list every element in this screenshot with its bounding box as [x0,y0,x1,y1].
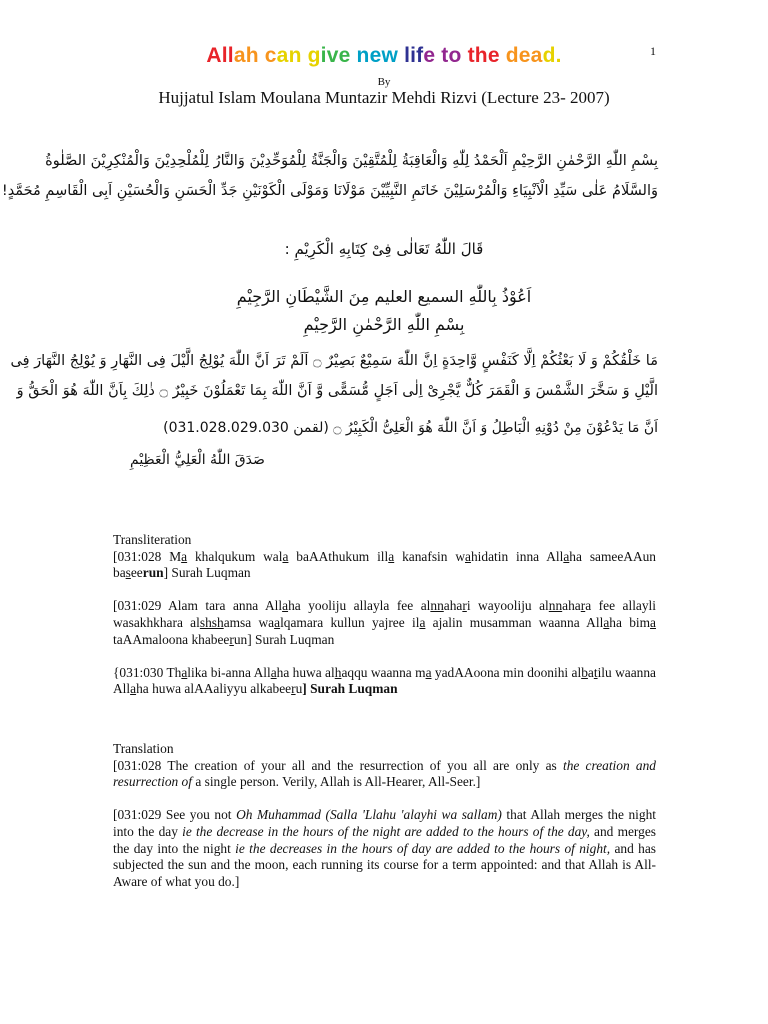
title-char: d [505,44,519,67]
transliteration-part: b [581,664,588,680]
transliteration-part: nn [548,598,563,614]
transliteration-part: a [419,614,426,630]
transliteration-part: a [425,664,432,680]
title-char: f [416,44,424,67]
title-char: h [245,44,259,67]
arabic-verse-reference: (لقمن 031.028.029.030) [163,420,329,436]
transliteration-part: ] Surah Luqman [247,631,335,647]
title-char: n [288,44,302,67]
transliteration-part: ha sameeAAun ba [113,548,657,581]
title-char: a [530,44,543,67]
transliteration-part: a [587,664,594,680]
author-line: Hujjatul Islam Moulana Muntazir Mehdi Rizvi (Lecture 23- 2007) [158,88,610,107]
page-number: 1 [650,44,656,58]
translation-p1-ref: [031:028 [113,757,162,773]
page-title [0,44,768,68]
title-char: a [276,44,289,67]
transliteration-part: a [388,548,395,564]
title-char: e [338,44,351,67]
transliteration-part: a fee allayli wasakhkhara al [113,598,656,630]
title-char: A [206,44,222,67]
transliteration-part: shsh [199,614,224,630]
transliteration-part: ilu waanna All [113,664,656,697]
transliteration-part: aha [562,598,581,614]
transliteration-part: r [142,565,149,581]
transliteration-ref: {031:030 [113,664,167,680]
arabic-qala-line: قَالَ اللّٰهُ تَعَالٰى فِىْ كِتَابِهِ الْكَرِيْمِ : [284,240,484,258]
title-char: l [221,44,228,67]
transliteration-part: t [593,664,598,680]
title-char: i [410,44,417,67]
transliteration-part: a [282,598,289,614]
transliteration-part: a [465,548,471,564]
arabic-verse-line-3-row [110,420,658,436]
translation-p1 [113,758,656,791]
arabic-sadaqa-row [110,452,658,468]
transliteration-part: ajalin musamman waanna All [425,614,604,630]
transliteration-ref: [031:029 [113,598,169,614]
transliteration-part: ha huwa alAAaliyyu alkabee [136,681,292,697]
transliteration-heading: Transliteration [113,532,192,547]
translation-p1-text-1: The creation of your all and the resurrection of you all are only as [161,757,563,773]
transliteration-part: ha yooliju allayla fee al [288,598,431,614]
transliteration-part: a [274,614,281,630]
arabic-sadaqa-line: صَدَقَ اللّٰهُ الْعَلِيُّ الْعَظِيْمِ [130,452,265,468]
title-char: . [555,44,562,67]
title-char: g [307,44,321,67]
transliteration-part: r [580,598,586,614]
title-char: d [542,44,556,67]
transliteration-v28 [113,549,656,582]
transliteration-part: kanafsin w [394,548,465,564]
arabic-verse-line-1: مَا خَلْقُكُمْ وَ لَا بَعْثُكُمْ اِلَّا كَنَفْسٍ وَّاحِدَةٍ اِنَّ اللّٰهَ سَمِيْعٌ بَصِيْرٌ ۝ اَلَمْ تَرَ اَنَّ اللّٰهَ يُوْلِجُ الَّيْلَ فِى النَّهَارِ وَ يُوْلِجُ النَّهَارَ فِى [10,353,658,369]
title-char: n [356,44,370,67]
title-char: t [441,44,449,67]
transliteration-part: a [650,614,656,630]
transliteration-part: ha bim [609,614,651,630]
arabic-opening [1,146,658,206]
by-label: By [377,76,391,88]
transliteration-part: r [291,681,296,697]
translation-p2-italic-3: ie the decreases in the hours of day are added to the hours of night, [235,840,611,856]
translation-p2 [113,807,656,890]
transliteration-ref: [031:028 [113,548,170,564]
transliteration-part: aha [443,598,463,614]
transliteration-part: nn [430,598,444,614]
transliteration-part: ] Surah Luqman [163,565,251,581]
transliteration-part: ee [130,565,143,581]
translation-p2-ref: [031:029 [113,807,162,823]
transliteration-part: un [148,565,164,581]
transliteration-part: a [130,681,137,697]
transliteration-part: a [603,614,610,630]
title-char: c [264,44,277,67]
transliteration-part: a [181,548,188,564]
transliteration-part: u [295,681,303,697]
transliteration-part: amsa wa [223,614,275,630]
transliteration-part: a [282,548,289,564]
title-char: w [381,44,399,67]
arabic-audhu-line: اَعُوْذُ بِاللّٰهِ السميع العليم مِنَ الشَّيْطَانِ الرَّجِيْمِ [236,287,532,306]
title-char: e [423,44,436,67]
title-char: l [227,44,234,67]
transliteration-part: ha huwa al [276,664,335,680]
title-char: o [448,44,462,67]
transliteration-part: i wayooliju al [466,598,549,614]
title-char: t [467,44,475,67]
title-char: h [474,44,488,67]
title-char: v [326,44,339,67]
translation-section [113,741,656,890]
transliteration-part: a [270,664,277,680]
translation-p2-text-1: See you not [161,807,237,823]
arabic-verse-line-2: الَّيْلِ وَ سَخَّرَ الشَّمْسَ وَ الْقَمَرَ كُلٌّ يَّجْرِىْ اِلٰى اَجَلٍ مُّسَمًّى وَّ اَنَّ اللّٰهَ بِمَا تَعْمَلُوْنَ خَبِيْرٌ ۝ ذٰلِكَ بِاَنَّ اللّٰهَ هُوَ الْحَقُّ وَ [16,383,658,399]
arabic-verse [10,346,658,406]
arabic-verse-line-3: اَنَّ مَا يَدْعُوْنَ مِنْ دُوْنِهِ الْبَاطِلُ وَ اَنَّ اللّٰهَ هُوَ الْعَلِىُّ الْكَبِيْرُ ۝ [333,420,658,436]
transliteration-part: Alam tara anna All [168,598,283,614]
transliteration-part: s [125,565,131,581]
translation-heading: Translation [113,741,174,756]
arabic-opening-line-2: وَالسَّلَامُ عَلٰى سَيِّدِ الْاَنْبِيَاءِ وَالْمُرْسَلِيْنَ خَاتَمِ النَّبِيِّيْنَ مَوْلَانَا وَمَوْلَى الْكَوْنَيْنِ جَدِّ الْحَسَنِ وَالْحُسَيْنِ اَبِى الْقَاسِمِ مُحَمَّدٍ! [1,183,658,199]
translation-p2-text-3: and merges the day into the night [113,823,656,856]
transliteration-part: M [169,548,182,564]
title-char: e [487,44,500,67]
translation-p1-italic-1: the creation and resurrection of [113,757,656,790]
transliteration-part: hidatin inna All [470,548,564,564]
transliteration-part: khalqukum wal [187,548,283,564]
arabic-bismillah-line: بِسْمِ اللّٰهِ الرَّحْمٰنِ الرَّحِيْمِ [303,315,465,334]
transliteration-part: Th [166,664,182,680]
transliteration-part: baAAthukum ill [288,548,389,564]
arabic-opening-line-1: بِسْمِ اللّٰهِ الرَّحْمٰنِ الرَّحِيْمِ اَلْحَمْدُ لِلّٰهِ وَالْعَاقِبَةُ لِلْمُتَّقِيْنَ وَالْجَنَّةُ لِلْمُوَحِّدِيْنَ وَالنَّارُ لِلْمُلْحِدِيْنَ وَالْمُنْكِرِيْنَ الصَّلٰوةُ [45,153,658,169]
transliteration-section [113,532,656,698]
transliteration-part: r [229,631,234,647]
title-char: e [369,44,382,67]
transliteration-part: taAAmaloona khabee [113,631,230,647]
transliteration-part: yadAAoona min doonihi al [431,664,582,680]
transliteration-part: h [334,664,342,680]
title-char: l [404,44,411,67]
transliteration-part: un [233,631,248,647]
translation-p2-italic-2: ie the decrease in the hours of the night are added to the hours of the day, [182,823,590,839]
translation-p2-italic-1: Oh Muhammad (Salla 'Llahu 'alayhi wa sallam) [236,807,502,823]
transliteration-part: a [563,548,570,564]
transliteration-part: ] Surah Luqman [302,681,398,697]
title-char: a [233,44,246,67]
transliteration-part: aqqu waanna m [341,664,426,680]
transliteration-v29 [113,598,656,648]
transliteration-part: a [181,664,188,680]
translation-p2-text-4: and has subjected the sun and the moon, each running its course for a term appointed: and that Allah is All-Aware of what you do.] [113,840,656,889]
transliteration-part: r [462,598,467,614]
title-char: i [320,44,327,67]
transliteration-part: lqamara kullun yajree il [280,614,420,630]
translation-p1-text-2: a single person. Verily, Allah is All-Hearer, All-Seer.] [191,774,481,790]
transliteration-v30 [113,665,656,698]
transliteration-part: lika bi-anna All [187,664,271,680]
title-char: e [518,44,531,67]
translation-p2-text-2: that Allah merges the night into the day [113,807,656,839]
